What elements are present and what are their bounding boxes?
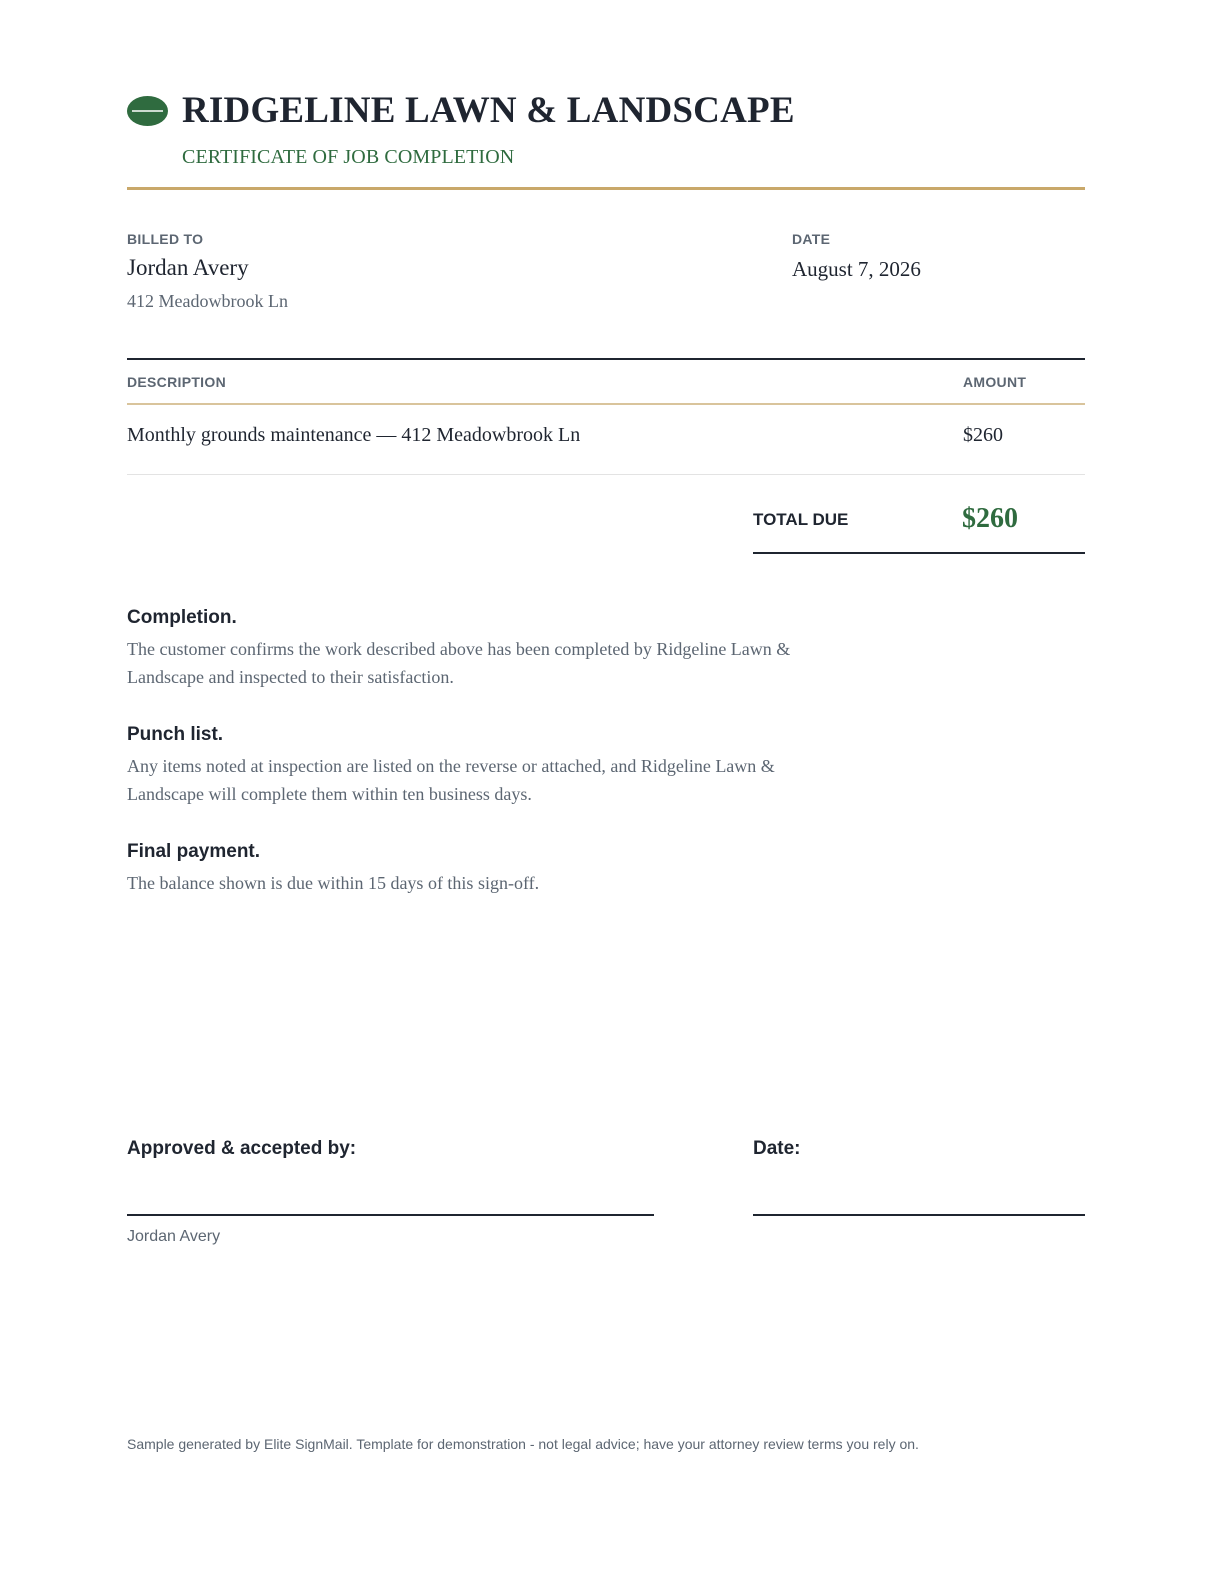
date-value: August 7, 2026 <box>792 257 921 281</box>
term-body-punch-list: Any items noted at inspection are listed on the reverse or attached, and Ridgeline Lawn & Landscape will complete them within ten business days. <box>127 756 775 804</box>
line-item-amount: $260 <box>963 424 1003 446</box>
company-name: RIDGELINE LAWN & LANDSCAPE <box>182 90 795 131</box>
brand-header <box>127 88 795 134</box>
term-body-final-payment: The balance shown is due within 15 days of this sign-off. <box>127 873 540 893</box>
signature-date-label: Date: <box>753 1138 801 1159</box>
column-header-description: DESCRIPTION <box>127 374 226 390</box>
approved-by-label: Approved & accepted by: <box>127 1138 357 1159</box>
date-label: DATE <box>792 231 831 247</box>
document-title: CERTIFICATE OF JOB COMPLETION <box>182 146 515 168</box>
table-top-divider <box>127 358 1085 360</box>
header-divider <box>127 187 1085 190</box>
completion-certificate <box>127 0 1085 1584</box>
term-body-completion: The customer confirms the work described above has been completed by Ridgeline Lawn & Landscape and inspected to their satisfaction. <box>127 639 791 687</box>
footer-disclaimer: Sample generated by Elite SignMail. Template for demonstration - not legal advice; have your attorney review terms you rely on. <box>127 1436 919 1452</box>
term-heading-final-payment: Final payment. <box>127 841 261 862</box>
table-header-divider <box>127 403 1085 405</box>
column-header-amount: AMOUNT <box>963 374 1027 390</box>
signature-line[interactable] <box>127 1214 654 1216</box>
term-heading-completion: Completion. <box>127 607 237 628</box>
line-item-description: Monthly grounds maintenance — 412 Meadowbrook Ln <box>127 424 581 446</box>
total-due-value: $260 <box>962 503 1018 534</box>
signer-name: Jordan Avery <box>127 1228 221 1245</box>
term-heading-punch-list: Punch list. <box>127 724 224 745</box>
billed-to-label: BILLED TO <box>127 231 204 247</box>
leaf-icon <box>127 96 168 126</box>
billed-to-name: Jordan Avery <box>127 255 249 280</box>
billed-to-address: 412 Meadowbrook Ln <box>127 291 288 311</box>
total-due-label: TOTAL DUE <box>753 510 849 529</box>
total-divider <box>753 552 1085 554</box>
row-divider <box>127 474 1085 475</box>
signature-date-line[interactable] <box>753 1214 1085 1216</box>
